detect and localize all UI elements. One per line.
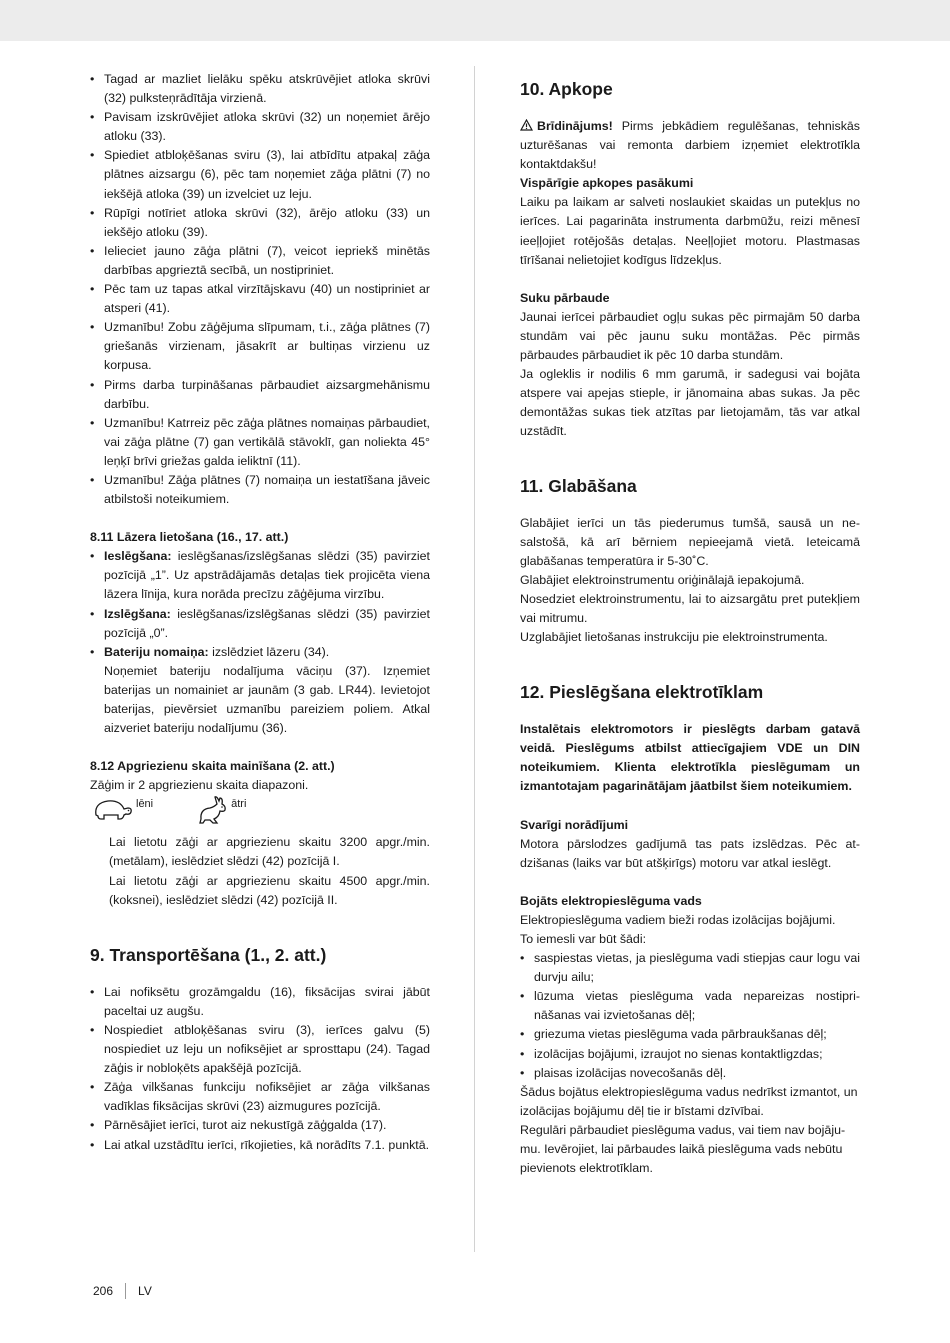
list-item: • Zāģa vilkšanas funkciju nofiksējiet ar zāģa vilkšanas vadīklas fiksācijas skrūvi (23) aizmugures pozīcijā. — [90, 1078, 430, 1116]
list-item: • lūzuma vietas pieslēguma vada nepareizas nostiprināšanas vai izvietošanas dēļ; — [520, 987, 860, 1025]
list-item: • plaisas izolācijas novecošanās dēļ. — [520, 1064, 860, 1083]
warning-icon — [520, 119, 533, 131]
warning-label: Brīdinājums! — [537, 119, 613, 133]
item-label: Bateriju nomaiņa: — [104, 644, 209, 659]
speed-intro: Zāģim ir 2 apgriezienu skaita diapazoni. — [90, 778, 309, 793]
item-label: Izslēgšana: — [104, 606, 171, 621]
damaged-cable-reasons-intro: To iemesli var būt šādi: — [520, 932, 647, 946]
item-label: Ieslēgšana: — [104, 549, 172, 564]
speed-fast-label: ātri — [231, 798, 247, 811]
storage-text — [520, 514, 860, 648]
item-text: izslēdziet lāzeru (34). — [208, 644, 330, 659]
right-column — [520, 70, 860, 1178]
list-item: • Pēc tam uz tapas atkal virzītājskavu (40) un nostipriniet ar atsperi (41). — [90, 280, 430, 318]
item-text: ieslēgšanas/izslēgšanas slēdzi (35) pavirziet pozīcijā „1”. Uz apstrādājamās detaļas tiek projicēta viena lāzera līnija, kura norāda precīzu zāģējuma virzību. — [104, 549, 430, 602]
damaged-cable-reasons — [520, 949, 860, 1083]
list-item — [90, 547, 430, 604]
list-item: • Pirms darba turpināšanas pārbaudiet aizsargmehānismu darbību. — [90, 376, 430, 414]
turtle-icon — [90, 795, 134, 823]
speed-icons — [90, 795, 430, 833]
list-item: • Ielieciet jauno zāģa plātni (7), veicot iepriekš minētās darbības apgrieztā secībā, un nostipriniet. — [90, 242, 430, 280]
page-number: 206 — [93, 1284, 114, 1298]
subheading-brush-check: Suku pārbaude — [520, 290, 610, 305]
list-item: • Uzmanību! Katrreiz pēc zāģa plātnes nomaiņas pārbaudiet, vai zāģa plātne (7) gan vertikālā stāvoklī, gan noliekta 45° leņķī brīvi griežas galda ieliktnī (11). — [90, 414, 430, 471]
subheading-damaged-cable: Bojāts elektropieslēguma vads — [520, 893, 702, 908]
section-heading-9: 9. Transportēšana (1., 2. att.) — [90, 944, 327, 965]
warning-text: Pirms jebkādiem regulēšanas, tehniskās uzturēšanas vai remonta darbiem izņemiet elektrotīkla kontaktdakšu! — [520, 119, 860, 172]
speed-fast — [197, 795, 246, 825]
section-heading-12: 12. Pieslēgšana elektrotīklam — [520, 682, 764, 703]
brush-check-text: Ja ogleklis ir nodilis 6 mm garumā, ir sadegusi vai bojāta atspere vai apejas stieple, ir jānomaina abas sukas. Ja pēc demontāžas sukas tiek atzītas par lietojamām, tās var atkal uzstādīt. — [520, 367, 860, 439]
section-heading-8-11: 8.11 Lāzera lietošana (16., 17. att.) — [90, 530, 289, 545]
list-item: • Uzmanību! Zobu zāģējuma slīpumam, t.i., zāģa plātnes (7) griešanās virzienam, jāsakrīt ar bultiņas virzienu uz korpusa. — [90, 318, 430, 375]
rabbit-icon — [197, 795, 229, 825]
item-text: ieslēgšanas/izslēgšanas slēdzi (35) pavirziet pozīcijā „0”. — [104, 606, 430, 640]
section-heading-11: 11. Glabāšana — [520, 475, 637, 496]
list-item: • Lai atkal uzstādītu ierīci, rīkojieties, kā norādīts 7.1. punktā. — [90, 1136, 430, 1155]
connection-intro: Instalētais elektromotors ir pieslēgts darbam gatavā veidā. Pieslēgums atbilst attiecīgajiem VDE un DIN noteikumiem. Klienta elektrotīkla pieslēgumam un izmantotajam pagarinātājam jāatbilst šiem noteikumiem. — [520, 722, 860, 794]
storage-line: Glabājiet elektroinstrumentu oriģinālajā iepakojumā. — [520, 572, 805, 587]
storage-line: Nosedziet elektroinstrumentu, lai to aizsargātu pret putekļiem vai mitrumu. — [520, 591, 860, 625]
list-item: • Uzmanību! Zāģa plātnes (7) nomaiņa un iestatīšana jāveic atbilstoši noteikumiem. — [90, 471, 430, 509]
damaged-cable-check: Regulāri pārbaudiet pieslēguma vadus, vai tiem nav bojājumu. Ievērojiet, lai pārbaudes laikā pieslēguma vads nebūtu pievienots elektrotīklam. — [520, 1122, 846, 1176]
page-footer — [93, 1283, 152, 1299]
section-heading-10: 10. Apkope — [520, 79, 613, 99]
speed-instructions — [90, 833, 430, 909]
blade-change-steps — [90, 70, 430, 509]
warning-paragraph — [520, 117, 860, 174]
list-item: • izolācijas bojājumi, izraujot no sienas kontaktligzdas; — [520, 1045, 860, 1064]
speed-line: Lai lietotu zāģi ar apgriezienu skaitu 4500 apgr./min. (koksnei), ieslēdziet slēdzi (42) pozīcijā II. — [109, 873, 430, 907]
subheading-general-maintenance: Vispārīgie apkopes pasākumi — [520, 176, 694, 191]
speed-slow-label: lēni — [136, 798, 154, 811]
list-item: • Spiediet atbloķēšanas sviru (3), lai atbīdītu atpakaļ zāģa plātnes aizsargu (6), pēc tam noņemiet zāģa plātni (7) no iekšējā atloka (39) un izvelciet uz leju. — [90, 146, 430, 203]
brush-check-text: Jaunai ierīcei pārbaudiet ogļu sukas pēc pirmajām 50 darba stundām vai pēc jaunu suku montāžas. Pēc pirmās pārbaudes pārbaudiet ik pēc 10 darba stundām. — [520, 309, 860, 363]
list-item — [90, 605, 430, 643]
laser-list — [90, 547, 430, 738]
list-item: • Nospiediet atbloķēšanas sviru (3), ierīces galvu (5) nospiediet uz leju un nofiksējiet ar sprosttapu (24). Tagad zāģis ir nobloķēts apakšējā pozīcijā. — [90, 1021, 430, 1078]
list-item: • griezuma vietas pieslēguma vada pārbraukšanas dēļ; — [520, 1025, 860, 1044]
section-heading-8-12: 8.12 Apgriezienu skaita mainīšana (2. att.) — [90, 759, 335, 774]
list-item: • Rūpīgi notīriet atloka skrūvi (32), ārējo atloku (33) un iekšējo atloku (39). — [90, 204, 430, 242]
subheading-important-notes: Svarīgi norādījumi — [520, 817, 629, 832]
list-item: • saspiestas vietas, ja pieslēguma vadi stiepjas caur logu vai durvju ailu; — [520, 949, 860, 987]
top-bar — [0, 0, 950, 41]
important-notes-text: Motora pārslodzes gadījumā tas pats izslēdzas. Pēc atdzišanas (laiks var būt atšķirīgs) motoru var atkal ieslēgt. — [520, 836, 860, 870]
list-item: • Pārnēsājiet ierīci, turot aiz nekustīgā zāģgalda (17). — [90, 1116, 430, 1135]
battery-instructions: Noņemiet bateriju nodalījuma vāciņu (37). Izņemiet baterijas un nomainiet ar jaunām (3 gab. LR44). Ievietojot baterijas, pievērsiet uzmanību pareiziem poliem. Atkal aizveriet bateriju nodalījumu (36). — [104, 663, 430, 736]
speed-line: Lai lietotu zāģi ar apgriezienu skaitu 3200 apgr./min. (metālam), ieslēdziet slēdzi (42) pozīcijā I. — [109, 835, 430, 869]
speed-slow — [90, 795, 153, 823]
general-maintenance-text: Laiku pa laikam ar salveti noslaukiet skaidas un putekļus no ierīces. Lai pagarināta instrumenta darbmūžu, reizi mēnesī ieeļļojiet rotējošās detaļas. Neeļļojiet motoru. Plastmasas tīrīšanai nelietojiet kodīgus līdzekļus. — [520, 195, 860, 267]
language-code: LV — [138, 1284, 152, 1298]
damaged-cable-text: Elektropieslēguma vadiem bieži rodas izolācijas bojājumi. — [520, 912, 836, 927]
column-divider — [474, 66, 475, 1252]
list-item — [90, 643, 430, 738]
damaged-cable-warning: Šādus bojātus elektropieslēguma vadus nedrīkst izmantot, un izolācijas bojājumu dēļ tie ir bīstami dzīvībai. — [520, 1084, 858, 1118]
list-item: • Pavisam izskrūvējiet atloka skrūvi (32) un noņemiet ārējo atloku (33). — [90, 108, 430, 146]
footer-separator — [125, 1283, 126, 1299]
storage-line: Glabājiet ierīci un tās piederumus tumšā, sausā un nesalstošā, kā arī bērniem nepieejamā vietā. Ieteicamā glabāšanas temperatūra ir 5-30˚C. — [520, 515, 860, 568]
list-item: • Lai nofiksētu grozāmgaldu (16), fiksācijas svirai jābūt paceltai uz augšu. — [90, 983, 430, 1021]
list-item: • Tagad ar mazliet lielāku spēku atskrūvējiet atloka skrūvi (32) pulksteņrādītāja virzienā. — [90, 70, 430, 108]
storage-line: Uzglabājiet lietošanas instrukciju pie elektroinstrumenta. — [520, 630, 828, 645]
transport-list — [90, 983, 430, 1155]
left-column — [90, 70, 430, 1155]
